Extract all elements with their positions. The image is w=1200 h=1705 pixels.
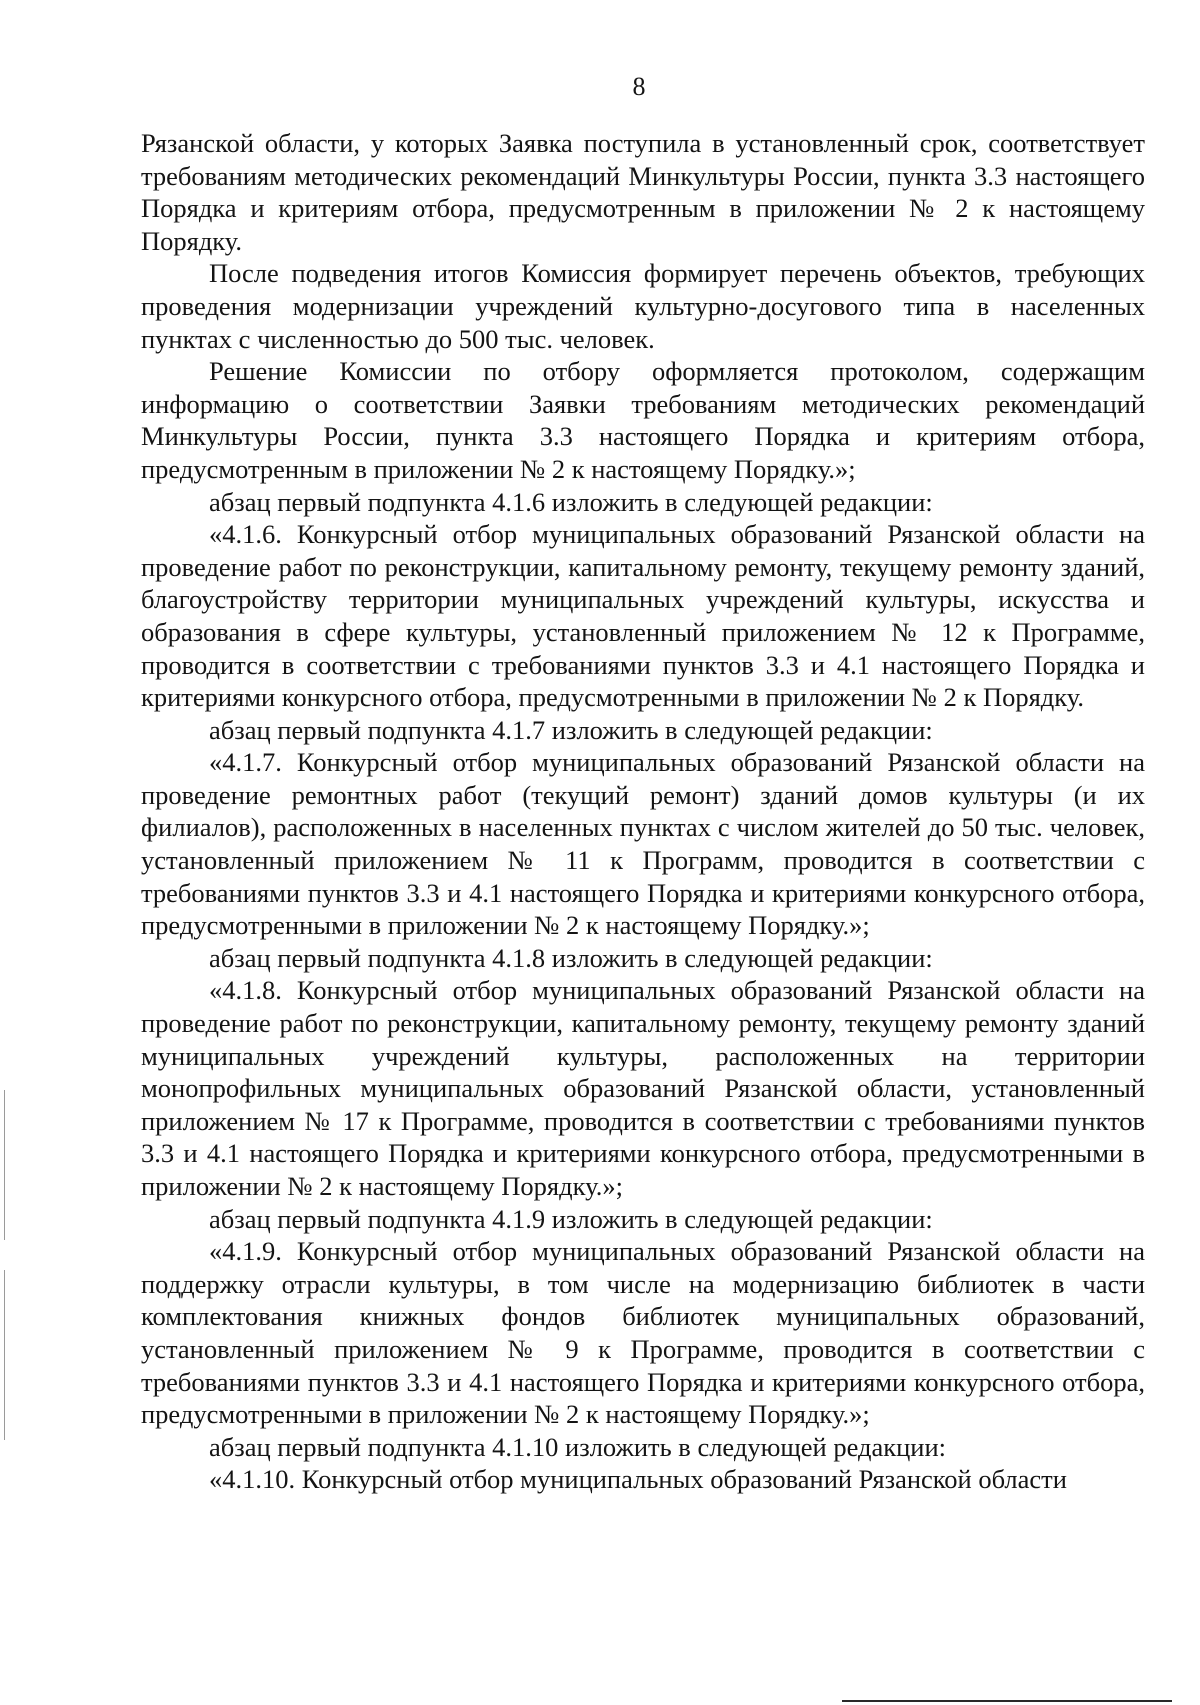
paragraph: «4.1.8. Конкурсный отбор муниципальных образований Рязанской области на проведение работ по реконструкции, капитальному ремонту, текущему ремонту зданий муниципальных учреждений культуры, расположенных на территории монопрофильных муниципальных образований Рязанской области, установленный приложением № 17 к Программе, проводится в соответствии с требованиями пунктов 3.3 и 4.1 настоящего Порядка и критериями конкурсного отбора, предусмотренными в приложении № 2 к настоящему Порядку.»; (141, 975, 1145, 1201)
paragraph: «4.1.9. Конкурсный отбор муниципальных образований Рязанской области на поддержку отрасли культуры, в том числе на модернизацию библиотек в части комплектования книжных фондов библиотек муниципальных образований, установленный приложением № 9 к Программе, проводится в соответствии с требованиями пунктов 3.3 и 4.1 настоящего Порядка и критериями конкурсного отбора, предусмотренными в приложении № 2 к настоящему Порядку.»; (141, 1236, 1145, 1430)
paragraph: Решение Комиссии по отбору оформляется протоколом, содержащим информацию о соответствии Заявки требованиям методических рекомендаций Минкультуры России, пункта 3.3 настоящего Порядка и критериям отбора, предусмотренным в приложении № 2 к настоящему Порядку.»; (141, 356, 1145, 484)
paragraph: Рязанской области, у которых Заявка поступила в установленный срок, соответствует требованиям методических рекомендаций Минкультуры России, пункта 3.3 настоящего Порядка и критериям отбора, предусмотренным в приложении № 2 к настоящему Порядку. (141, 128, 1145, 256)
bottom-rule-line (842, 1700, 1172, 1702)
page-number: 8 (632, 72, 646, 101)
document-body (141, 127, 1145, 1496)
scan-edge-line (4, 1090, 5, 1240)
paragraph: абзац первый подпункта 4.1.7 изложить в следующей редакции: (209, 714, 933, 745)
paragraph: «4.1.10. Конкурсный отбор муниципальных образований Рязанской области (209, 1464, 1067, 1495)
paragraph: абзац первый подпункта 4.1.8 изложить в следующей редакции: (209, 942, 933, 973)
paragraph: абзац первый подпункта 4.1.6 изложить в следующей редакции: (209, 486, 933, 517)
paragraph: абзац первый подпункта 4.1.10 изложить в следующей редакции: (209, 1431, 947, 1462)
paragraph: «4.1.7. Конкурсный отбор муниципальных образований Рязанской области на проведение ремонтных работ (текущий ремонт) зданий домов культуры (и их филиалов), расположенных в населенных пунктах с числом жителей до 50 тыс. человек, установленный приложением № 11 к Программ, проводится в соответствии с требованиями пунктов 3.3 и 4.1 настоящего Порядка и критериями конкурсного отбора, предусмотренными в приложении № 2 к настоящему Порядку.»; (141, 747, 1145, 941)
paragraph: «4.1.6. Конкурсный отбор муниципальных образований Рязанской области на проведение работ по реконструкции, капитальному ремонту, текущему ремонту зданий, благоустройству территории муниципальных учреждений культуры, искусства и образования в сфере культуры, установленный приложением № 12 к Программе, проводится в соответствии с требованиями пунктов 3.3 и 4.1 настоящего Порядка и критериями конкурсного отбора, предусмотренными в приложении № 2 к Порядку. (141, 519, 1145, 713)
paragraph: абзац первый подпункта 4.1.9 изложить в следующей редакции: (209, 1203, 933, 1234)
paragraph: После подведения итогов Комиссия формирует перечень объектов, требующих проведения модернизации учреждений культурно-досугового типа в населенных пунктах с численностью до 500 тыс. человек. (141, 258, 1145, 354)
scan-edge-line (4, 1270, 5, 1440)
